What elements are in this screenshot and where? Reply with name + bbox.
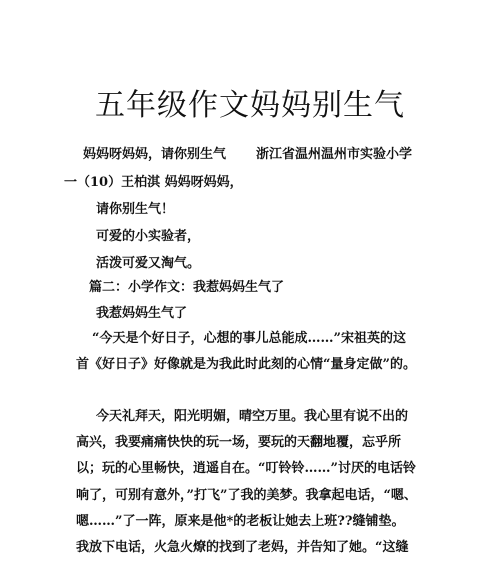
paragraph-line-13: 响了，可别有意外，”打飞”了我的美梦。我拿起电话，“嗯、 (76, 488, 417, 503)
paragraph-line-15: 我放下电话，火急火燎的找到了老妈，并告知了她。“这缝 (76, 540, 409, 555)
paragraph-line-5: 活泼可爱又淘气。 (96, 256, 201, 271)
line-1-school: 浙江省温州温州市实验小学 (256, 147, 413, 162)
paragraph-line-10: 今天礼拜天，阳光明媚，晴空万里。我心里有说不出的 (96, 409, 409, 424)
paragraph-line-11: 高兴，我要痛痛快快的玩一场，要玩的天翻地覆，忘乎所 (76, 435, 402, 450)
paragraph-line-2: 一（10）王柏淇 妈妈呀妈妈， (64, 175, 243, 190)
paragraph-line-9: 首《好日子》好像就是为我此时此刻的心情“量身定做”的。 (76, 357, 416, 372)
paragraph-line-12: 以；玩的心里畅快，逍遥自在。“叮铃铃……”讨厌的电话铃 (76, 461, 416, 476)
document-title: 五年级作文妈妈别生气 (95, 88, 405, 123)
paragraph-line-1 (83, 146, 412, 164)
paragraph-line-4: 可爱的小实验者， (96, 229, 201, 244)
paragraph-line-8: “今天是个好日子，心想的事儿总能成……”宋祖英的这 (92, 331, 406, 346)
paragraph-line-14: 嗯……”了一阵，原来是他*的老板让她去上班??缝铺垫。 (76, 514, 405, 529)
section-heading: 篇二：小学作文：我惹妈妈生气了 (89, 280, 285, 295)
section-subtitle: 我惹妈妈生气了 (96, 306, 188, 321)
paragraph-line-3: 请你别生气！ (96, 202, 175, 217)
line-1-text: 妈妈呀妈妈，请你别生气 (83, 147, 227, 162)
